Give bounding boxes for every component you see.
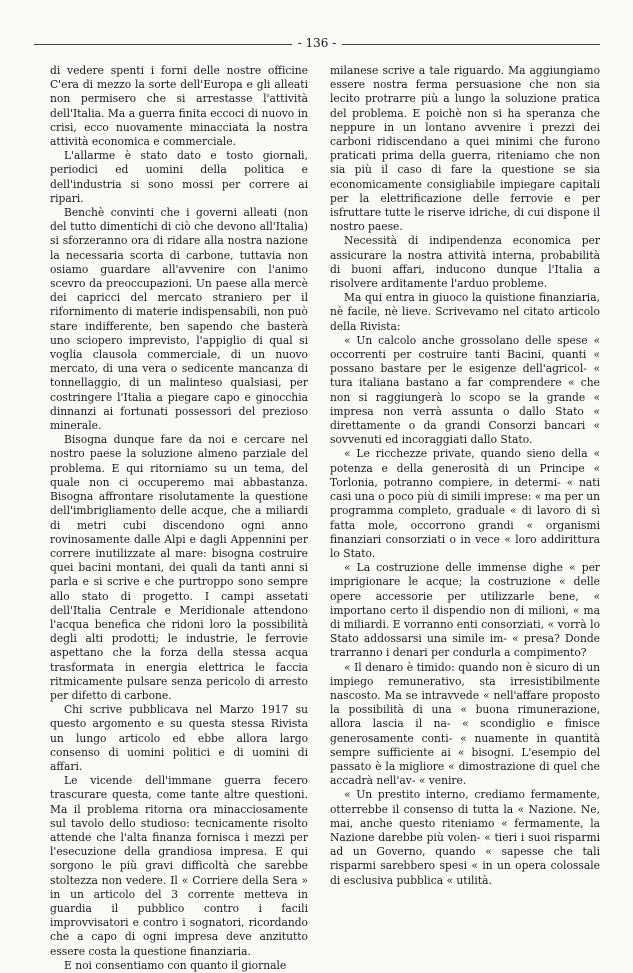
paragraph: E noi consentiamo con quanto il giornale <box>64 958 287 972</box>
paragraph: Le vicende dell'immane guerra fecero trascurare questa, come tante altre questioni. Ma il problema ritorna ora minacciosamente sul tavolo dello studioso: tecnicamente risolto attende che l'alta finanza fornisca i mezzi per l'esecuzione della grandiosa impresa. E qui sorgono le più gravi difficoltà che sarebbe stoltezza non vedere. Il « Corriere della Sera » in un articolo del 3 corrente metteva in guardia il pubblico contro i facili improvvisatori e contro i sognatori, ricordando che a capo di ogni impresa deve anzitutto essere costa la questione finanziaria. <box>50 774 308 958</box>
paragraph: di vedere spenti i forni delle nostre officine C'era di mezzo la sorte dell'Europa e gli alleati non permisero che si arrestasse l'attività dell'Italia. Ma a guerra finita eccoci di nuovo in crisi, ecco nuovamente minacciata la nostra attività economica e commerciale. <box>50 64 308 149</box>
paragraph: Ma qui entra in giuoco la quistione finanziaria, nè facile, nè lieve. Scrivevamo nel citato articolo della Rivista: <box>330 291 600 333</box>
paragraph: milanese scrive a tale riguardo. Ma aggiungiamo essere nostra ferma persuasione che non sia lecito protrarre più a lungo la soluzione pratica del problema. E poichè non si ha speranza che neppure in un lontano avvenire i prezzi dei carboni ridiscendano a quei minimi che furono praticati prima della guerra, riteniamo che non sia più il caso di fare la questione se sia economicamente consigliabile impiegare capitali per la elettrificazione delle ferrovie e per isfruttare tutte le riserve idriche, di cui dispone il nostro paese. <box>330 64 600 234</box>
paragraph: Benchè convinti che i governi alleati (non del tutto dimentichi di ciò che devono all'Italia) si sforzeranno ora di ridare alla nostra nazione la necessaria scorta di carbone, tuttavia non osiamo guardare all'avvenire con l'animo scevro da preoccupazioni. Un paese alla mercè dei capricci del mercato straniero per il rifornimento di materie indispensabili, non può stare indifferente, ben sapendo che basterà uno sciopero imprevisto, l'appiglio di qual si voglia clausola commerciale, di un nuovo mercato, di una vera o sedicente mancanza di tonnellaggio, di un malinteso qualsiasi, per costringere l'Italia a piegare capo e ginocchia dinnanzi ai fortunati possessori del prezioso minerale. <box>50 206 308 433</box>
left-column <box>50 64 308 973</box>
page-header <box>34 36 600 50</box>
quote-paragraph: « Un calcolo anche grossolano delle spese « occorrenti per costruire tanti Bacini, quanti « possano bastare per le esigenze dell'agricol- « tura italiana bastano a far comprendere « che non si raggiungerà lo scopo se la grande « impresa non verrà assunta o dallo Stato « direttamente o da grandi Consorzi bancari « sovvenuti ed incoraggiati dallo Stato. <box>330 333 600 447</box>
quote-paragraph: « Un prestito interno, crediamo fermamente, otterrebbe il consenso di tutta la « Nazione. Ne, mai, anche questo riteniamo « fermamente, la Nazione darebbe più volen- « tieri i suoi risparmi ad un Governo, quando « sapesse che tali risparmi sarebbero spesi « in un opera colossale di esclusiva pubblica « utilità. <box>330 788 600 887</box>
quote-paragraph: « La costruzione delle immense dighe « per imprigionare le acque; la costruzione « delle opere accessorie per utilizzarle bene, « importano certo il dispendio non di milioni, « ma di miliardi. E vorranno enti consorziati, « vorrà lo Stato addossarsi una simile im- « presa? Donde trarranno i denari per condurla a compimento? <box>330 561 600 660</box>
page-number: - 136 - <box>292 36 342 50</box>
quote-paragraph: « Le ricchezze private, quando sieno della « potenza e della generosità di un Principe « Torlonia, potranno compiere, in determi- « nati casi una o poco più di simili imprese: « ma per un programma completo, graduale « di lavoro di sì fatta mole, occorrono grandi « organismi finanziari consorziati o in vece « loro addirittura lo Stato. <box>330 447 600 560</box>
quote-paragraph: « Il denaro è timido: quando non è sicuro di un impiego remunerativo, sta irresistibilmente nascosto. Ma se intravvede « nell'affare proposto la possibilità di una « buona rimunerazione, allora lascia il na- « scondiglio e finisce generosamente conti- « nuamente in quantità sempre sufficiente ai « bisogni. L'esempio del passato è la migliore « dimostrazione di quel che accadrà nell'av- « venire. <box>330 660 600 788</box>
right-column <box>330 64 600 888</box>
paragraph: L'allarme è stato dato e tosto giornali, periodici ed uomini della politica e dell'industria si sono mossi per correre ai ripari. <box>50 149 308 205</box>
paragraph: Chi scrive pubblicava nel Marzo 1917 su questo argomento e su questa stessa Rivista un lungo articolo ed ebbe allora largo consenso di uomini politici e di uomini di affari. <box>50 703 308 773</box>
paragraph: Necessità di indipendenza economica per assicurare la nostra attività interna, probabilità di buoni affari, inducono dunque l'Italia a risolvere arditamente l'arduo probleme. <box>330 234 600 291</box>
paragraph: Bisogna dunque fare da noi e cercare nel nostro paese la soluzione almeno parziale del problema. E qui ritorniamo su un tema, del quale non ci occuperemo mai abbastanza. Bisogna affrontare risolutamente la questione dell'imbrigliamento delle acque, che a miliardi di metri cubi discendono ogni anno rovinosamente dalle Alpi e dagli Appennini per correre inutilizzate al mare: bisogna costruire quei bacini montani, dei quali da tanti anni si parla e si scrive e che purtroppo sono sempre allo stato di progetto. I campi assetati dell'Italia Centrale e Meridionale attendono l'acqua benefica che ridoni loro la possibilità degli alti prodotti; le industrie, le ferrovie aspettano che la forza della stessa acqua trasformata in energia elettrica le faccia ritmicamente pulsare senza pericolo di arresto per difetto di carbone. <box>50 433 308 702</box>
